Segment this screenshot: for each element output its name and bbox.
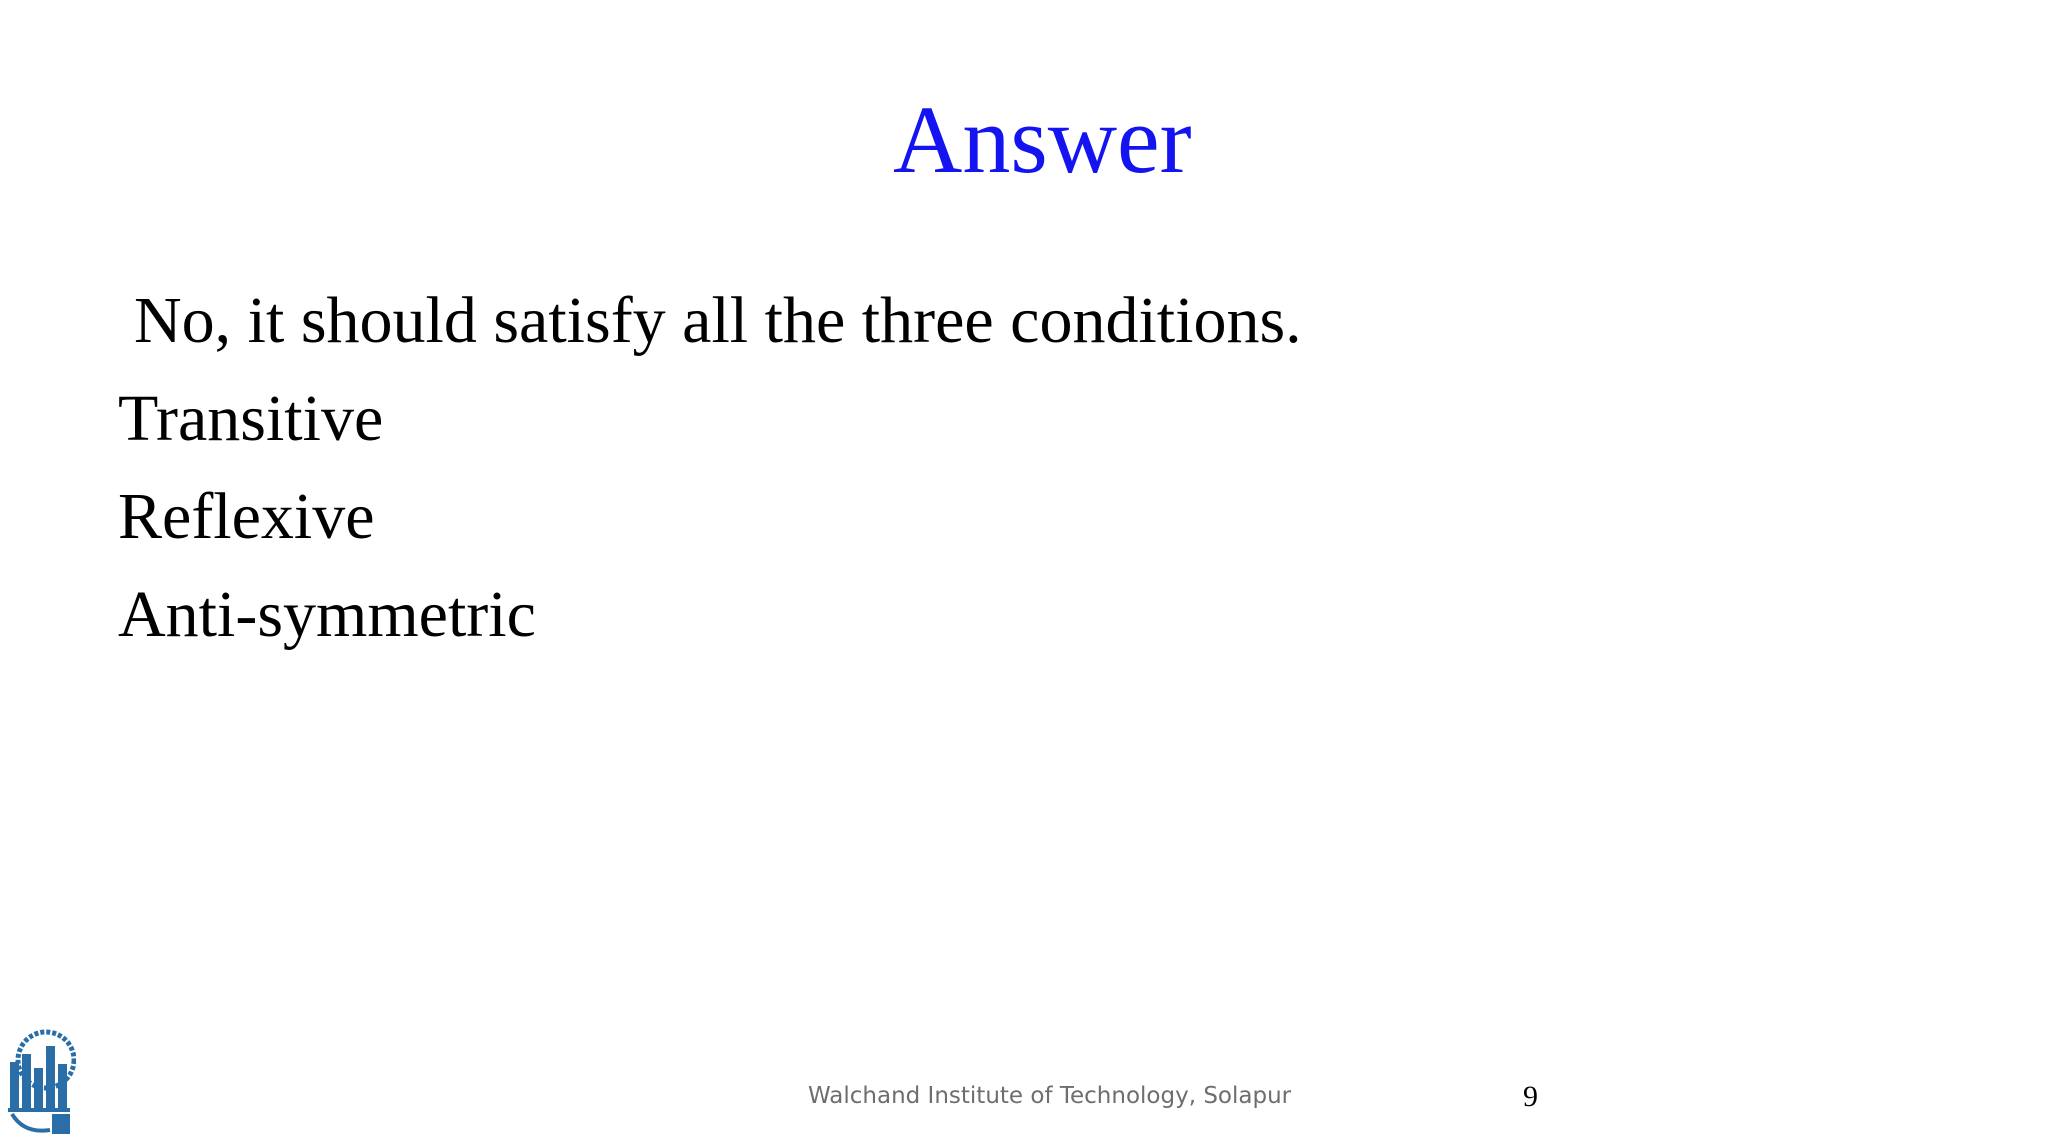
slide-title: Answer [893, 86, 1192, 193]
condition-anti-symmetric: Anti-symmetric [118, 578, 536, 651]
page-number: 9 [1523, 1080, 1538, 1113]
condition-transitive: Transitive [118, 382, 384, 455]
answer-line: No, it should satisfy all the three conditions. [134, 284, 1302, 357]
footer-institute-name: Walchand Institute of Technology, Solapur [808, 1083, 1292, 1109]
condition-reflexive: Reflexive [118, 480, 375, 553]
walchand-institute-logo-icon [4, 1018, 76, 1136]
